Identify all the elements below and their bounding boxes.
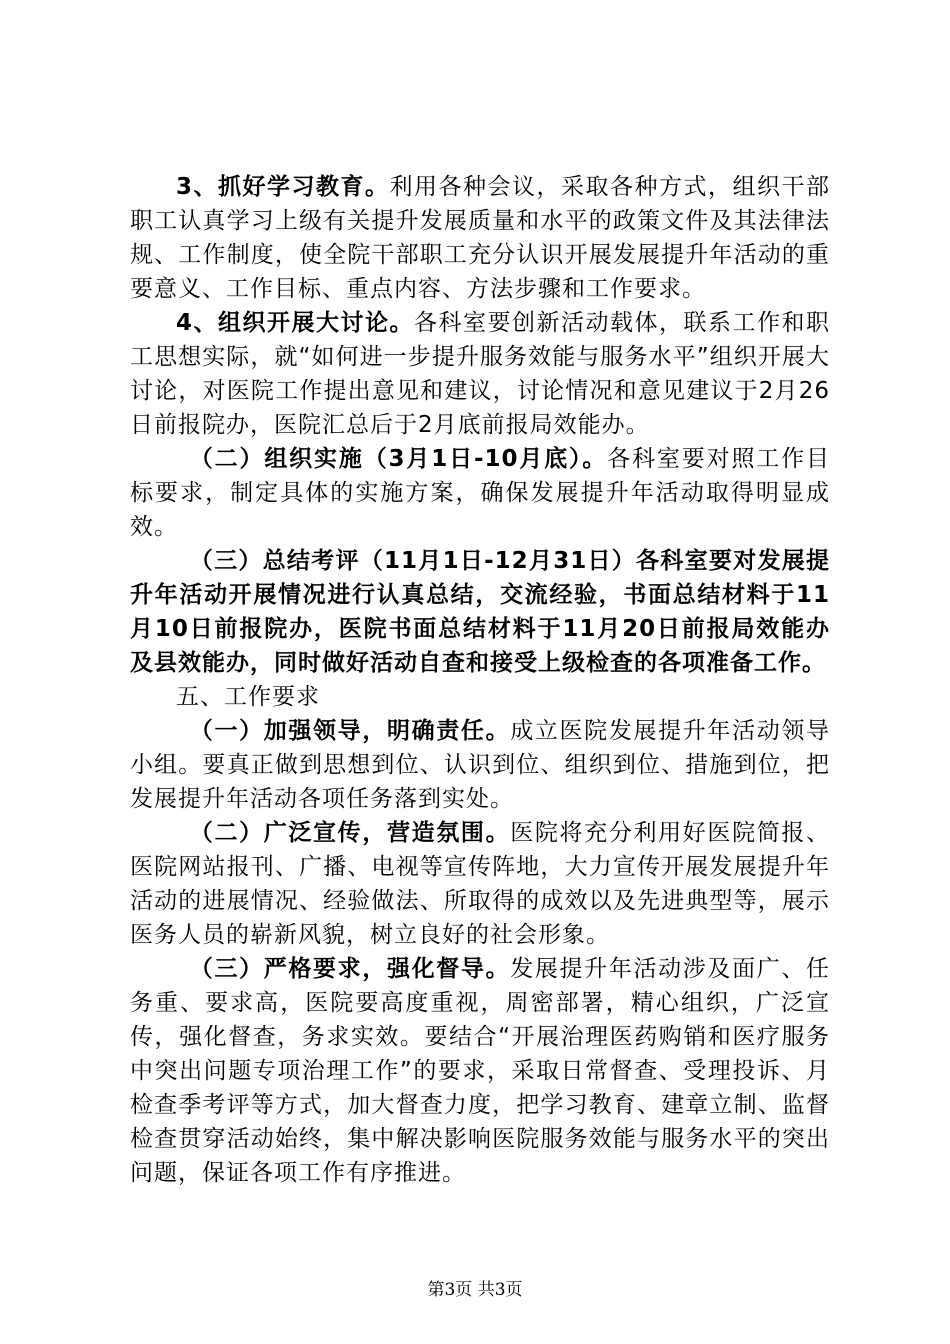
section-heading-text: 五、工作要求 bbox=[176, 684, 320, 710]
section-heading-work-requirements bbox=[130, 680, 830, 714]
paragraph-supervision bbox=[130, 952, 830, 1190]
paragraph-text: 医院将充分利用好医院简报、医院网站报刊、广播、电视等宣传阵地，大力宣传开展发展提升年活动的进展情况、经验做法、所取得的成效以及先进典型等，展示医务人员的崭新风貌，树立良好的社会形象。 bbox=[130, 820, 831, 948]
paragraph-leadership bbox=[130, 714, 830, 816]
paragraph-implementation bbox=[130, 442, 830, 544]
page-footer bbox=[0, 1275, 950, 1300]
paragraph-heading: （三）严格要求，强化督导。 bbox=[189, 956, 511, 982]
page-number: 第3页 共3页 bbox=[427, 1280, 523, 1300]
paragraph-heading: （一）加强领导，明确责任。 bbox=[189, 718, 511, 744]
paragraph-publicity bbox=[130, 816, 830, 952]
paragraph-summary-evaluation bbox=[130, 544, 830, 680]
paragraph-heading: 4、组织开展大讨论。 bbox=[176, 310, 414, 336]
paragraph-study-education bbox=[130, 170, 830, 306]
paragraph-text: 利用各种会议，采取各种方式，组织干部职工认真学习上级有关提升发展质量和水平的政策文件及其法律法规、工作制度，使全院干部职工充分认识开展发展提升年活动的重要意义、工作目标、重点内容、方法步骤和工作要求。 bbox=[130, 174, 830, 302]
document-body bbox=[130, 170, 830, 1190]
paragraph-discussion bbox=[130, 306, 830, 442]
paragraph-text: 成立医院发展提升年活动领导小组。要真正做到思想到位、认识到位、组织到位、措施到位，把发展提升年活动各项任务落到实处。 bbox=[130, 718, 831, 812]
paragraph-text: （三）总结考评（11月1日-12月31日）各科室要对发展提升年活动开展情况进行认真总结，交流经验，书面总结材料于11月10日前报院办，医院书面总结材料于11月20日前报局效能办及县效能办，同时做好活动自查和接受上级检查的各项准备工作。 bbox=[130, 548, 830, 676]
paragraph-heading: 3、抓好学习教育。 bbox=[176, 174, 390, 200]
paragraph-heading: （二）组织实施（3月1日-10月底）。 bbox=[189, 446, 608, 472]
paragraph-text: 各科室要对照工作目标要求，制定具体的实施方案，确保发展提升年活动取得明显成效。 bbox=[130, 446, 830, 540]
paragraph-text: 发展提升年活动涉及面广、任务重、要求高，医院要高度重视，周密部署，精心组织，广泛宣传，强化督查，务求实效。要结合“开展治理医药购销和医疗服务中突出问题专项治理工作”的要求，采取日常督查、受理投诉、月检查季考评等方式，加大督查力度，把学习教育、建章立制、监督检查贯穿活动始终，集中解决影响医院服务效能与服务水平的突出问题，保证各项工作有序推进。 bbox=[130, 956, 831, 1186]
paragraph-heading: （二）广泛宣传，营造氛围。 bbox=[189, 820, 511, 846]
paragraph-text: 各科室要创新活动载体，联系工作和职工思想实际，就“如何进一步提升服务效能与服务水平”组织开展大讨论，对医院工作提出意见和建议，讨论情况和意见建议于2月26日前报院办，医院汇总后于2月底前报局效能办。 bbox=[130, 310, 830, 438]
